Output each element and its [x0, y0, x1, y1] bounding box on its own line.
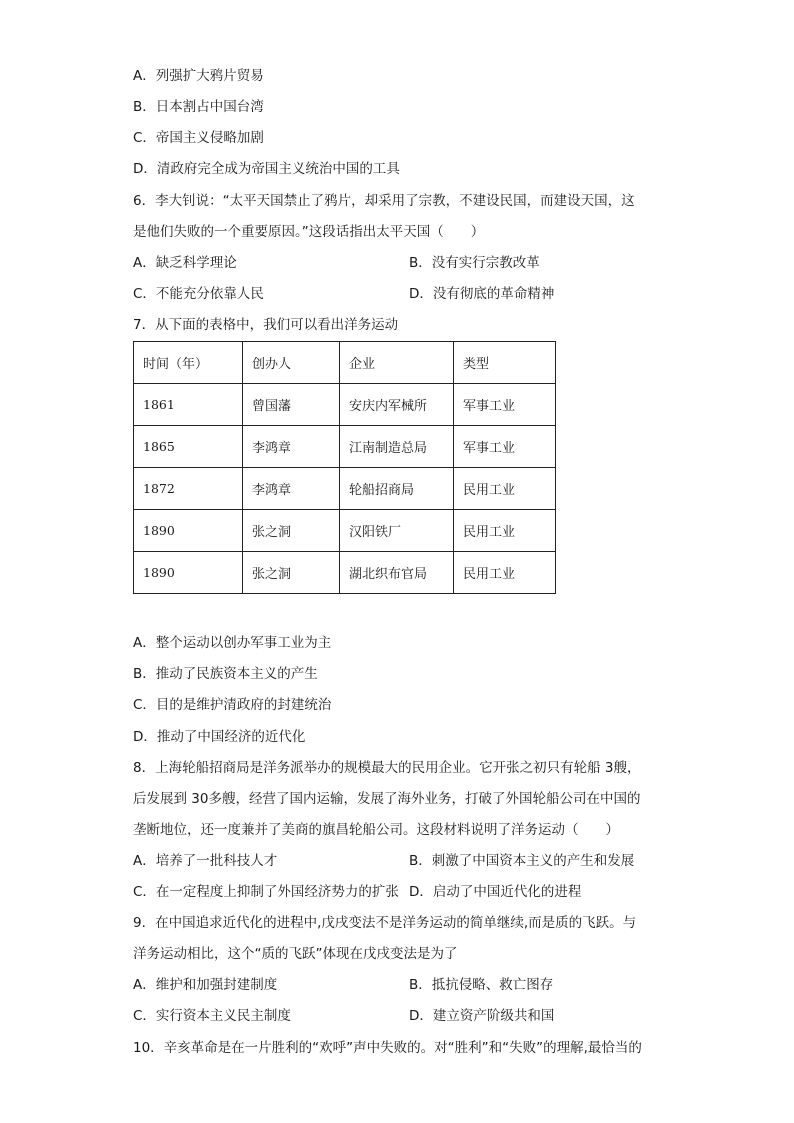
table-row — [134, 552, 556, 594]
header-founder: 创办人 — [243, 342, 340, 384]
header-type: 类型 — [454, 342, 556, 384]
q7-stem: 7．从下面的表格中，我们可以看出洋务运动 — [133, 317, 399, 333]
table-header-row — [134, 342, 556, 384]
cell-enterprise: 湖北织布官局 — [340, 552, 454, 594]
cell-year: 1865 — [134, 426, 243, 468]
header-enterprise: 企业 — [340, 342, 454, 384]
cell-year: 1890 — [134, 552, 243, 594]
q10-stem-line1: 10．辛亥革命是在一片胜利的“欢呼”声中失败的。对“胜利”和“失败”的理解,最恰当的 — [133, 1040, 642, 1056]
q8-stem-line3: 垄断地位，还一度兼并了美商的旗昌轮船公司。这段材料说明了洋务运动（ ） — [133, 822, 619, 838]
cell-founder: 张之洞 — [243, 552, 340, 594]
header-year: 时间（年） — [134, 342, 243, 384]
yangwu-enterprises-table — [133, 341, 556, 594]
cell-enterprise: 江南制造总局 — [340, 426, 454, 468]
q8-stem-line2: 后发展到 30多艘，经营了国内运输，发展了海外业务，打破了外国轮船公司在中国的 — [133, 791, 641, 807]
cell-enterprise: 轮船招商局 — [340, 468, 454, 510]
q7-option-b: B．推动了民族资本主义的产生 — [133, 666, 318, 682]
q9-stem-line1: 9．在中国追求近代化的进程中,戊戌变法不是洋务运动的简单继续,而是质的飞跃。与 — [133, 915, 637, 931]
cell-founder: 张之洞 — [243, 510, 340, 552]
cell-year: 1861 — [134, 384, 243, 426]
cell-enterprise: 汉阳铁厂 — [340, 510, 454, 552]
q9-option-a: A．维护和加强封建制度 — [133, 977, 278, 993]
cell-founder: 曾国藩 — [243, 384, 340, 426]
cell-type: 军事工业 — [454, 384, 556, 426]
q6-option-c: C．不能充分依靠人民 — [133, 286, 264, 302]
cell-founder: 李鸿章 — [243, 426, 340, 468]
q5-option-c: C．帝国主义侵略加剧 — [133, 130, 264, 146]
table-row — [134, 510, 556, 552]
cell-type: 军事工业 — [454, 426, 556, 468]
q6-option-a: A．缺乏科学理论 — [133, 255, 237, 271]
q6-option-b: B．没有实行宗教改革 — [409, 255, 540, 271]
q6-option-d: D．没有彻底的革命精神 — [409, 286, 555, 302]
cell-founder: 李鸿章 — [243, 468, 340, 510]
table-row — [134, 468, 556, 510]
cell-enterprise: 安庆内军械所 — [340, 384, 454, 426]
q7-option-d: D．推动了中国经济的近代化 — [133, 729, 306, 745]
q6-stem-line2: 是他们失败的一个重要原因。”这段话指出太平天国（ ） — [133, 224, 485, 240]
q8-option-c: C．在一定程度上抑制了外国经济势力的扩张 — [133, 884, 399, 900]
q9-stem-line2: 洋务运动相比，这个“质的飞跃”体现在戊戌变法是为了 — [133, 946, 458, 962]
q9-option-b: B．抵抗侵略、救亡图存 — [409, 977, 554, 993]
table-row — [134, 426, 556, 468]
cell-type: 民用工业 — [454, 510, 556, 552]
q8-option-b: B．刺激了中国资本主义的产生和发展 — [409, 853, 635, 869]
table-row — [134, 384, 556, 426]
q8-stem-line1: 8．上海轮船招商局是洋务派举办的规模最大的民用企业。它开张之初只有轮船 3艘， — [133, 760, 641, 776]
q8-option-d: D．启动了中国近代化的进程 — [409, 884, 582, 900]
cell-year: 1872 — [134, 468, 243, 510]
cell-year: 1890 — [134, 510, 243, 552]
q9-option-d: D．建立资产阶级共和国 — [409, 1008, 555, 1024]
q5-option-a: A．列强扩大鸦片贸易 — [133, 68, 264, 84]
q5-option-b: B．日本割占中国台湾 — [133, 99, 264, 115]
q6-stem-line1: 6．李大钊说：“太平天国禁止了鸦片，却采用了宗教，不建设民国，而建设天国，这 — [133, 193, 635, 209]
cell-type: 民用工业 — [454, 468, 556, 510]
q5-option-d: D．清政府完全成为帝国主义统治中国的工具 — [133, 161, 400, 177]
cell-type: 民用工业 — [454, 552, 556, 594]
q7-option-a: A．整个运动以创办军事工业为主 — [133, 635, 332, 651]
q9-option-c: C．实行资本主义民主制度 — [133, 1008, 291, 1024]
q7-option-c: C．目的是维护清政府的封建统治 — [133, 697, 332, 713]
q8-option-a: A．培养了一批科技人才 — [133, 853, 278, 869]
